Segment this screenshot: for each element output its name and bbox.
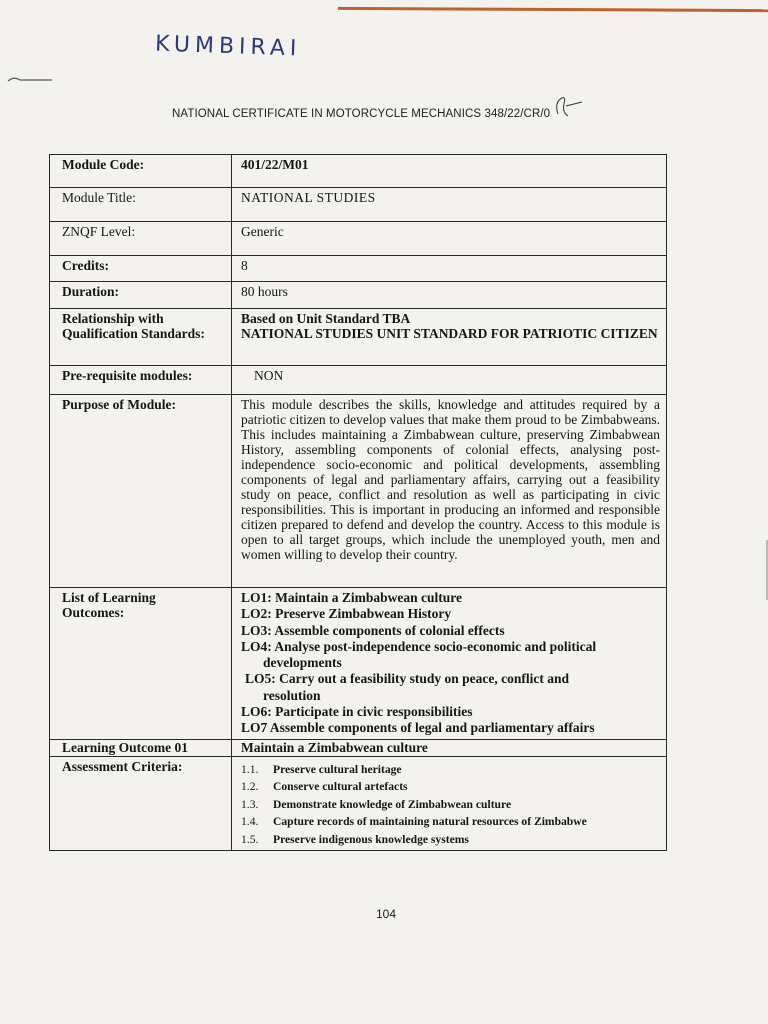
- lo6-item: LO6: Participate in civic responsibilities: [241, 704, 473, 720]
- learning-outcomes-list: [232, 588, 667, 740]
- relationship-value: [232, 309, 667, 366]
- assessment-item: 1.4. Capture records of maintaining natural resources of Zimbabwe: [241, 815, 587, 829]
- assessment-label: Assessment Criteria:: [50, 756, 232, 851]
- row-learning-outcomes: [50, 588, 667, 740]
- purpose-value: This module describes the skills, knowledge and attitudes required by a patriotic citizen to develop values that make them proud to be Zimbabweans. This includes maintaining a Zimbabwean culture, preserving Zimbabwean History, assembling components of colonial effects, analysing post-independence socio-economic and political developments, assembling components of legal and parliamentary affairs, carrying out a feasibility study on peace, conflict and resolution as well as participating in civic responsibilities. This is important in producing an informed and responsible citizen prepared to defend and develop the country. Access to this module is open to all target groups, which include the unemployed youth, men and women willing to develop their country.: [232, 395, 667, 588]
- handwritten-name: KUMBIRAI: [154, 31, 302, 62]
- lo4-item-continued: developments: [263, 655, 342, 671]
- credits-value: 8: [232, 256, 667, 282]
- row-znqf-level: [50, 222, 667, 256]
- relationship-value-line2: NATIONAL STUDIES UNIT STANDARD FOR PATRIOTIC CITIZEN: [241, 326, 658, 341]
- row-relationship: [50, 309, 667, 366]
- row-purpose: [50, 395, 667, 588]
- row-credits: [50, 256, 667, 282]
- assessment-item: 1.5. Preserve indigenous knowledge systems: [241, 832, 469, 846]
- top-orange-rule: [338, 7, 768, 12]
- learning-outcomes-label: [50, 588, 232, 740]
- lo5-item: LO5: Carry out a feasibility study on peace, conflict and: [245, 671, 569, 687]
- lo7-item: LO7 Assemble components of legal and parliamentary affairs: [241, 720, 595, 736]
- znqf-level-value: Generic: [232, 222, 667, 256]
- relationship-value-line1: Based on Unit Standard TBA: [241, 311, 411, 326]
- purpose-label: Purpose of Module:: [50, 395, 232, 588]
- assessment-value: [232, 756, 667, 851]
- relationship-label-line2: Qualification Standards:: [62, 326, 205, 341]
- assessment-item: 1.1. Preserve cultural heritage: [241, 762, 402, 776]
- module-title-label: Module Title:: [50, 188, 232, 222]
- row-learning-outcome-01: [50, 739, 667, 756]
- assessment-item: 1.3. Demonstrate knowledge of Zimbabwean culture: [241, 797, 512, 811]
- duration-label: Duration:: [50, 282, 232, 309]
- module-table: [49, 154, 667, 851]
- lo4-item: LO4: Analyse post-independence socio-economic and political: [241, 638, 597, 654]
- duration-value: 80 hours: [232, 282, 667, 309]
- learning-outcomes-label-line1: List of Learning: [62, 590, 156, 605]
- margin-pen-mark: [6, 74, 56, 84]
- initials-signature: [552, 94, 592, 120]
- row-prerequisite: [50, 366, 667, 395]
- lo3-item: LO3: Assemble components of colonial effects: [241, 622, 505, 638]
- learning-outcomes-label-line2: Outcomes:: [62, 605, 125, 620]
- row-module-code: [50, 155, 667, 188]
- row-duration: [50, 282, 667, 309]
- relationship-label: [50, 309, 232, 366]
- relationship-label-line1: Relationship with: [62, 311, 164, 326]
- prerequisite-label: Pre-requisite modules:: [50, 366, 232, 395]
- row-assessment-criteria: [50, 756, 667, 851]
- prerequisite-value: NON: [232, 366, 667, 395]
- assessment-item: 1.2. Conserve cultural artefacts: [241, 780, 408, 794]
- module-code-label: Module Code:: [50, 155, 232, 188]
- lo01-label: Learning Outcome 01: [50, 739, 232, 756]
- module-title-value: NATIONAL STUDIES: [232, 188, 667, 222]
- module-code-value: 401/22/M01: [232, 155, 667, 188]
- row-module-title: [50, 188, 667, 222]
- znqf-level-label: ZNQF Level:: [50, 222, 232, 256]
- lo01-value: Maintain a Zimbabwean culture: [232, 739, 667, 756]
- lo1-item: LO1: Maintain a Zimbabwean culture: [241, 590, 463, 605]
- certificate-header: NATIONAL CERTIFICATE IN MOTORCYCLE MECHANICS 348/22/CR/0: [172, 108, 551, 120]
- lo5-item-continued: resolution: [263, 687, 321, 703]
- credits-label: Credits:: [50, 256, 232, 282]
- lo2-item: LO2: Preserve Zimbabwean History: [241, 606, 452, 622]
- page-number: 104: [376, 907, 397, 921]
- assessment-criteria-list: [241, 761, 660, 849]
